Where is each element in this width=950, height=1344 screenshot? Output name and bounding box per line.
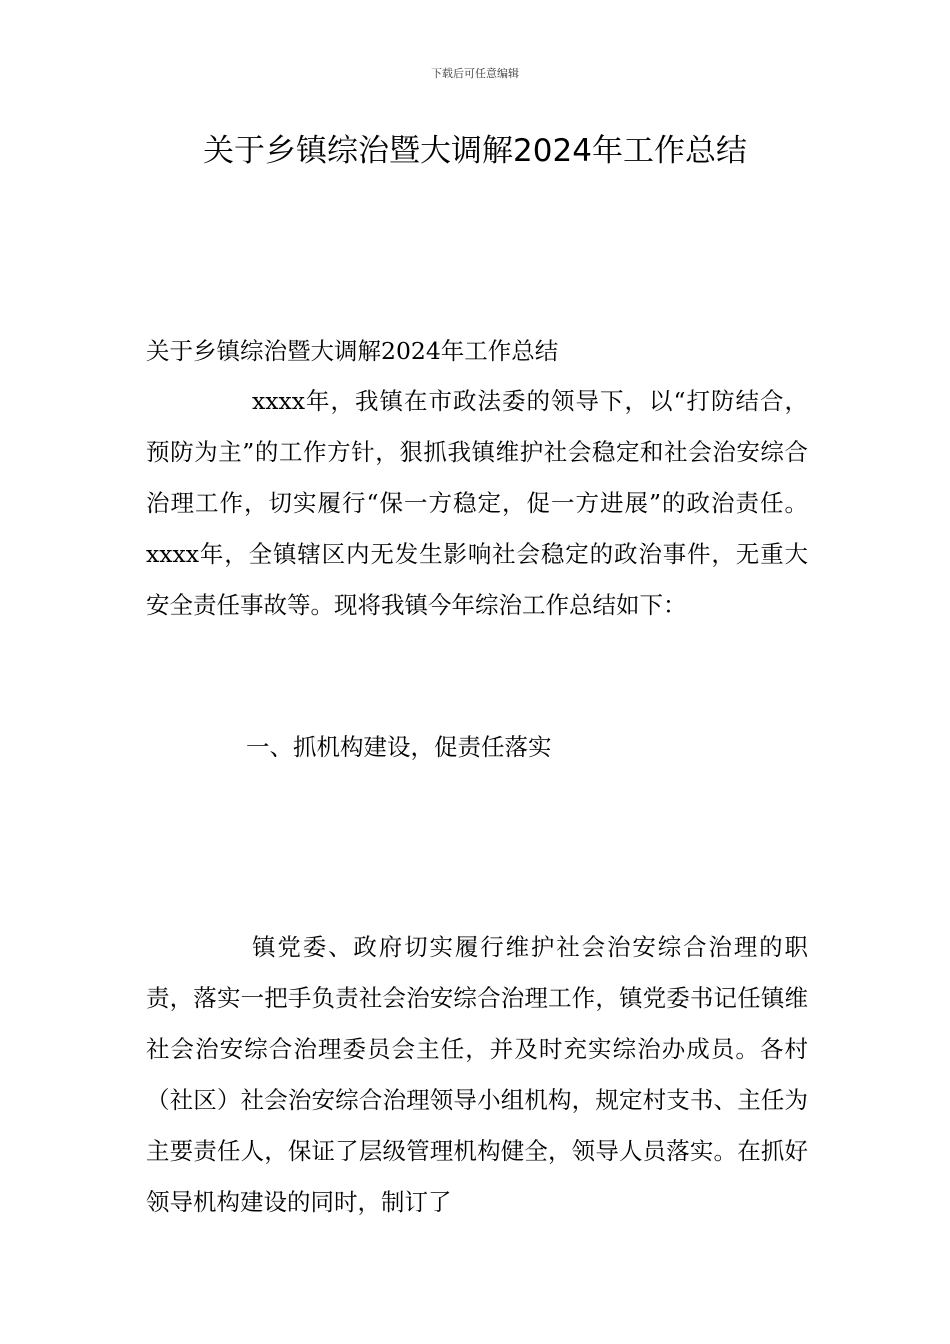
section-1-paragraph: 镇党委、政府切实履行维护社会治安综合治理的职责，落实一把手负责社会治安综合治理工作，镇党委书记任镇维社会治安综合治理委员会主任，并及时充实综治办成员。各村（社区）社会治安综合治理领导小组机构，规定村支书、主任为主要责任人，保证了层级管理机构健全，领导人员落实。在抓好领导机构建设的同时，制订了 [146, 933, 808, 1216]
document-title: 关于乡镇综治暨大调解2024年工作总结 [203, 133, 747, 169]
document-subtitle: 关于乡镇综治暨大调解2024年工作总结 [146, 337, 559, 365]
header-note: 下载后可任意编辑 [431, 67, 519, 80]
section-heading-1: 一、抓机构建设，促责任落实 [246, 733, 552, 761]
intro-paragraph: xxxx年，我镇在市政法委的领导下，以“打防结合，预防为主”的工作方针，狠抓我镇维护社会稳定和社会治安综合治理工作，切实履行“保一方稳定，促一方进展”的政治责任。xxxx年，全镇辖区内无发生影响社会稳定的政治事件，无重大安全责任事故等。现将我镇今年综治工作总结如下： [146, 387, 808, 619]
